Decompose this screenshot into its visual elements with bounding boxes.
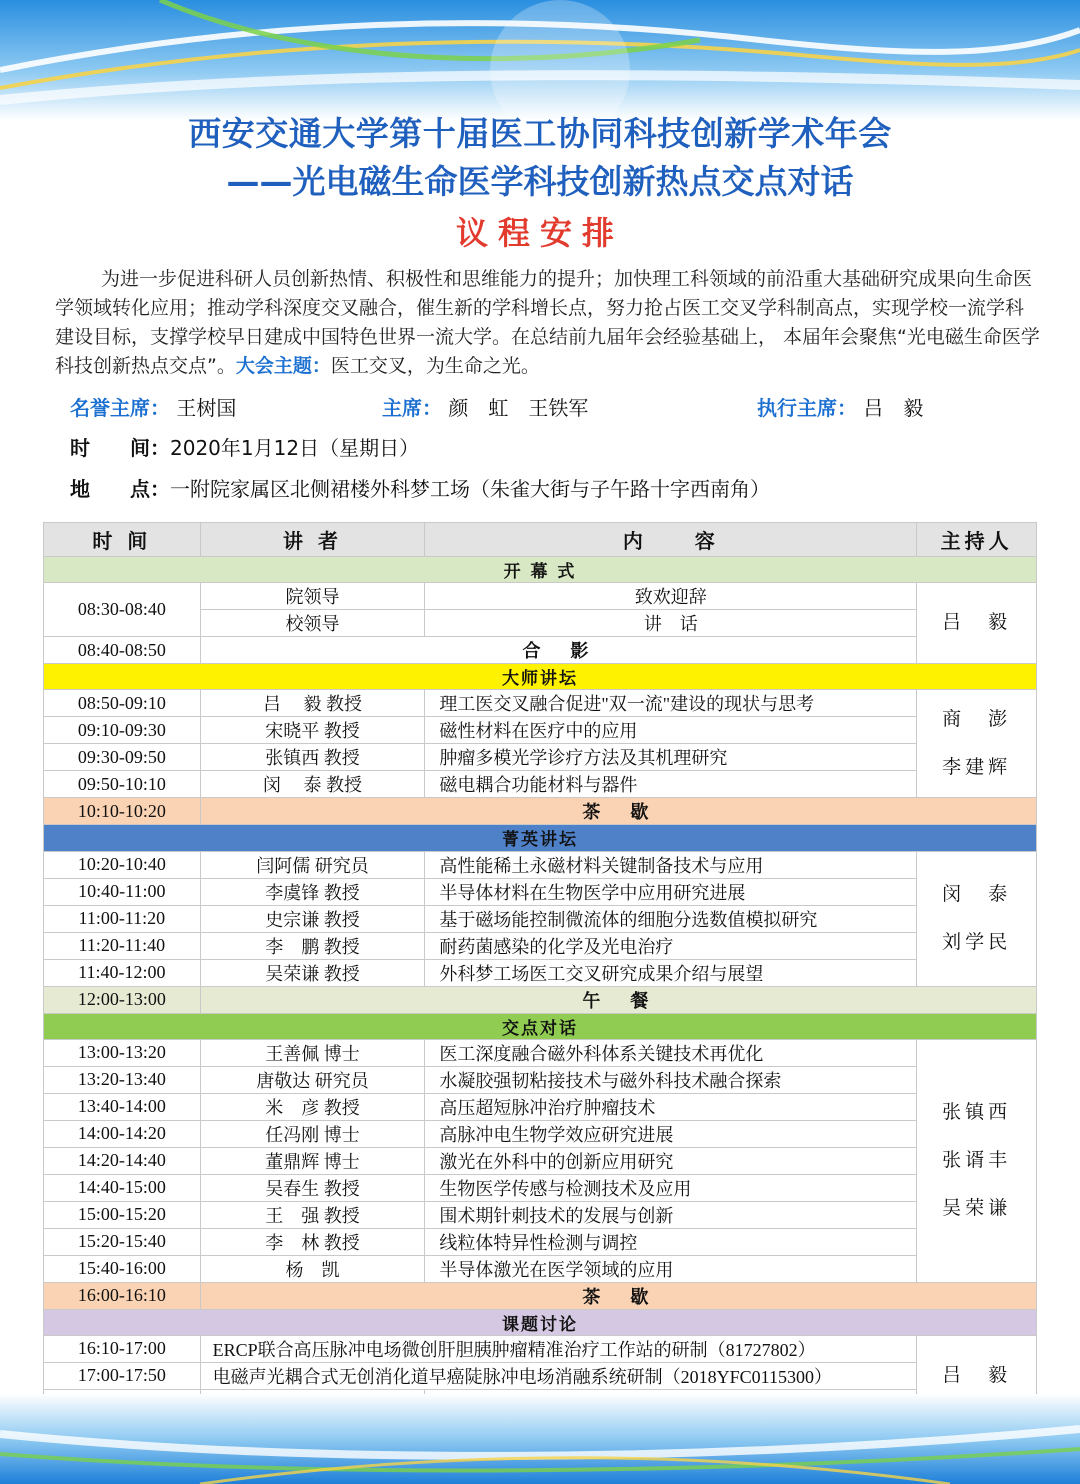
host-cell: 吕 毅 (917, 1335, 1037, 1416)
table-row (44, 1039, 1037, 1066)
host-name: 刘学民 (942, 931, 1012, 953)
speaker-cell: 李虞锋 教授 (200, 878, 425, 905)
intro-paragraph (55, 265, 1040, 381)
content-cell: 外科梦工场医工交叉研究成果介绍与展望 (425, 959, 917, 986)
theme-label: 大会主题： (235, 355, 331, 377)
table-row (44, 878, 1037, 905)
host-cell (917, 851, 1037, 986)
time-cell: 12:00-13:00 (44, 986, 201, 1013)
header-host: 主持人 (917, 523, 1037, 557)
time-cell: 14:40-15:00 (44, 1174, 201, 1201)
content-cell: 半导体激光在医学领域的应用 (425, 1255, 917, 1282)
theme-value: 医工交叉，为生命之光。 (330, 355, 540, 377)
exec-chair-label: 执行主席： (757, 396, 857, 420)
time-cell: 09:10-09:30 (44, 717, 201, 744)
table-row (44, 1335, 1037, 1362)
host-name: 商 澎 (942, 708, 1012, 730)
table-row (44, 1228, 1037, 1255)
exec-chair-name: 吕 毅 (863, 396, 924, 420)
exec-chair-row (757, 392, 923, 421)
table-row (44, 1120, 1037, 1147)
header-swoosh-graphic (0, 0, 1080, 120)
section-opening: 开 幕 式 (44, 557, 1037, 583)
table-row (44, 1174, 1037, 1201)
time-cell: 11:40-12:00 (44, 959, 201, 986)
table-row (44, 851, 1037, 878)
footer-swoosh-graphic (0, 1394, 1080, 1484)
header-speaker: 讲 者 (200, 523, 425, 557)
table-row (44, 1066, 1037, 1093)
content-cell: 耐药菌感染的化学及光电治疗 (425, 932, 917, 959)
time-cell: 08:50-09:10 (44, 690, 201, 717)
tea-break-cell: 茶 歇 (200, 798, 1036, 825)
time-cell: 11:20-11:40 (44, 932, 201, 959)
speaker-cell: 李 林 教授 (200, 1228, 425, 1255)
speaker-cell: 王 强 教授 (200, 1201, 425, 1228)
content-cell: 讲 话 (425, 610, 917, 637)
table-row (44, 744, 1037, 771)
content-cell: 理工医交叉融合促进"双一流"建设的现状与思考 (425, 690, 917, 717)
table-row (44, 690, 1037, 717)
agenda-heading: 议程安排 (455, 214, 624, 252)
time-cell: 08:40-08:50 (44, 637, 201, 664)
time-cell: 17:00-17:50 (44, 1362, 201, 1389)
footer-background (0, 1394, 1080, 1484)
time-cell: 08:30-08:40 (44, 583, 201, 637)
table-row (44, 1093, 1037, 1120)
table-row (44, 1282, 1037, 1309)
host-name: 李建辉 (942, 756, 1012, 778)
speaker-cell: 李 鹏 教授 (200, 932, 425, 959)
place-row (70, 473, 770, 502)
honorary-chair-label: 名誉主席： (70, 396, 170, 420)
time-cell: 09:50-10:10 (44, 771, 201, 798)
content-cell: 生物医学传感与检测技术及应用 (425, 1174, 917, 1201)
time-value: 2020年1月12日（星期日） (170, 436, 420, 460)
content-cell: 高压超短脉冲治疗肿瘤技术 (425, 1093, 917, 1120)
time-cell: 15:00-15:20 (44, 1201, 201, 1228)
host-cell (917, 1039, 1037, 1282)
speaker-cell: 唐敬达 研究员 (200, 1066, 425, 1093)
section-topic-discussion: 课题讨论 (44, 1309, 1037, 1335)
agenda-table (43, 522, 1037, 1417)
table-row (44, 1147, 1037, 1174)
place-label: 地 点： (70, 477, 170, 501)
table-row (44, 1201, 1037, 1228)
speaker-cell: 吴荣谦 教授 (200, 959, 425, 986)
table-row (44, 986, 1037, 1013)
honorary-chair-row (70, 392, 236, 421)
section-dialog: 交点对话 (44, 1013, 1037, 1039)
table-row (44, 798, 1037, 825)
speaker-cell: 张镇西 教授 (200, 744, 425, 771)
place-value: 一附院家属区北侧裙楼外科梦工场（朱雀大街与子午路十字西南角） (170, 477, 770, 501)
table-row (44, 905, 1037, 932)
table-row (44, 637, 1037, 664)
content-cell: 致欢迎辞 (425, 583, 917, 610)
content-cell: 医工深度融合磁外科体系关键技术再优化 (425, 1039, 917, 1066)
speaker-cell: 院领导 (200, 583, 425, 610)
speaker-cell: 吕 毅 教授 (200, 690, 425, 717)
speaker-cell: 宋晓平 教授 (200, 717, 425, 744)
host-cell: 吕 毅 (917, 583, 1037, 664)
speaker-cell: 史宗谦 教授 (200, 905, 425, 932)
speaker-cell: 任冯刚 博士 (200, 1120, 425, 1147)
time-cell: 13:40-14:00 (44, 1093, 201, 1120)
content-cell: 围术期针刺技术的发展与创新 (425, 1201, 917, 1228)
content-cell: 线粒体特异性检测与调控 (425, 1228, 917, 1255)
time-cell: 15:40-16:00 (44, 1255, 201, 1282)
group-photo-cell: 合 影 (200, 637, 917, 664)
section-master-forum: 大师讲坛 (44, 664, 1037, 690)
speaker-cell: 米 彦 教授 (200, 1093, 425, 1120)
time-cell: 14:20-14:40 (44, 1147, 201, 1174)
content-cell: 磁电耦合功能材料与器件 (425, 771, 917, 798)
host-cell (917, 690, 1037, 798)
speaker-cell: 闫阿儒 研究员 (200, 851, 425, 878)
table-row (44, 717, 1037, 744)
time-cell: 11:00-11:20 (44, 905, 201, 932)
content-cell: 高性能稀土永磁材料关键制备技术与应用 (425, 851, 917, 878)
header-background (0, 0, 1080, 120)
header-content: 内 容 (425, 523, 917, 557)
table-row (44, 1255, 1037, 1282)
page-title: 西安交通大学第十届医工协同科技创新学术年会 (188, 114, 892, 153)
content-cell: ERCP联合高压脉冲电场微创肝胆胰肿瘤精准治疗工作站的研制（81727802） (200, 1335, 917, 1362)
time-cell: 09:30-09:50 (44, 744, 201, 771)
time-row (70, 432, 419, 461)
content-cell: 激光在外科中的创新应用研究 (425, 1147, 917, 1174)
chair-label: 主席： (382, 396, 442, 420)
time-label: 时 间： (70, 436, 170, 460)
table-header-row (44, 523, 1037, 557)
content-cell: 半导体材料在生物医学中应用研究进展 (425, 878, 917, 905)
host-name: 闵 泰 (942, 883, 1012, 905)
chair-row (382, 392, 588, 421)
content-cell: 电磁声光耦合式无创消化道早癌陡脉冲电场消融系统研制（2018YFC0115300） (200, 1362, 917, 1389)
host-name: 张谞丰 (942, 1149, 1012, 1171)
content-cell: 基于磁场能控制微流体的细胞分选数值模拟研究 (425, 905, 917, 932)
time-cell: 10:10-10:20 (44, 798, 201, 825)
speaker-cell: 闵 泰 教授 (200, 771, 425, 798)
table-row (44, 771, 1037, 798)
content-cell: 水凝胶强韧粘接技术与磁外科技术融合探索 (425, 1066, 917, 1093)
speaker-cell: 杨 凯 (200, 1255, 425, 1282)
table-row (44, 959, 1037, 986)
time-cell: 15:20-15:40 (44, 1228, 201, 1255)
intro-text: 为进一步促进科研人员创新热情、积极性和思维能力的提升；加快理工科领域的前沿重大基础研究成果向生命医学领域转化应用；推动学科深度交叉融合，催生新的学科增长点，努力抢占医工交叉学科制高点，实现学校一流学科建设目标，支撑学校早日建成中国特色世界一流大学。在总结前九届年会经验基础上， 本届年会聚焦“光电磁生命医学科技创新热点交点”。 (55, 268, 1040, 377)
table-row (44, 932, 1037, 959)
page-subtitle: ——光电磁生命医学科技创新热点交点对话 (226, 162, 854, 201)
speaker-cell: 王善佩 博士 (200, 1039, 425, 1066)
time-cell: 16:00-16:10 (44, 1282, 201, 1309)
speaker-cell: 吴春生 教授 (200, 1174, 425, 1201)
lunch-cell: 午 餐 (200, 986, 1036, 1013)
chair-names: 颜 虹 王铁军 (448, 396, 589, 420)
content-cell: 肿瘤多模光学诊疗方法及其机理研究 (425, 744, 917, 771)
time-cell: 10:20-10:40 (44, 851, 201, 878)
section-elite-forum: 菁英讲坛 (44, 825, 1037, 851)
speaker-cell: 董鼎辉 博士 (200, 1147, 425, 1174)
table-row (44, 583, 1037, 610)
header-time: 时 间 (44, 523, 201, 557)
time-cell: 14:00-14:20 (44, 1120, 201, 1147)
host-name: 吴荣谦 (942, 1197, 1012, 1219)
tea-break-cell: 茶 歇 (200, 1282, 1036, 1309)
table-row (44, 1362, 1037, 1389)
honorary-chair-name: 王树国 (176, 396, 237, 420)
host-name: 张镇西 (942, 1101, 1012, 1123)
time-cell: 10:40-11:00 (44, 878, 201, 905)
speaker-cell: 校领导 (200, 610, 425, 637)
time-cell: 16:10-17:00 (44, 1335, 201, 1362)
time-cell: 13:20-13:40 (44, 1066, 201, 1093)
content-cell: 高脉冲电生物学效应研究进展 (425, 1120, 917, 1147)
time-cell: 13:00-13:20 (44, 1039, 201, 1066)
content-cell: 磁性材料在医疗中的应用 (425, 717, 917, 744)
